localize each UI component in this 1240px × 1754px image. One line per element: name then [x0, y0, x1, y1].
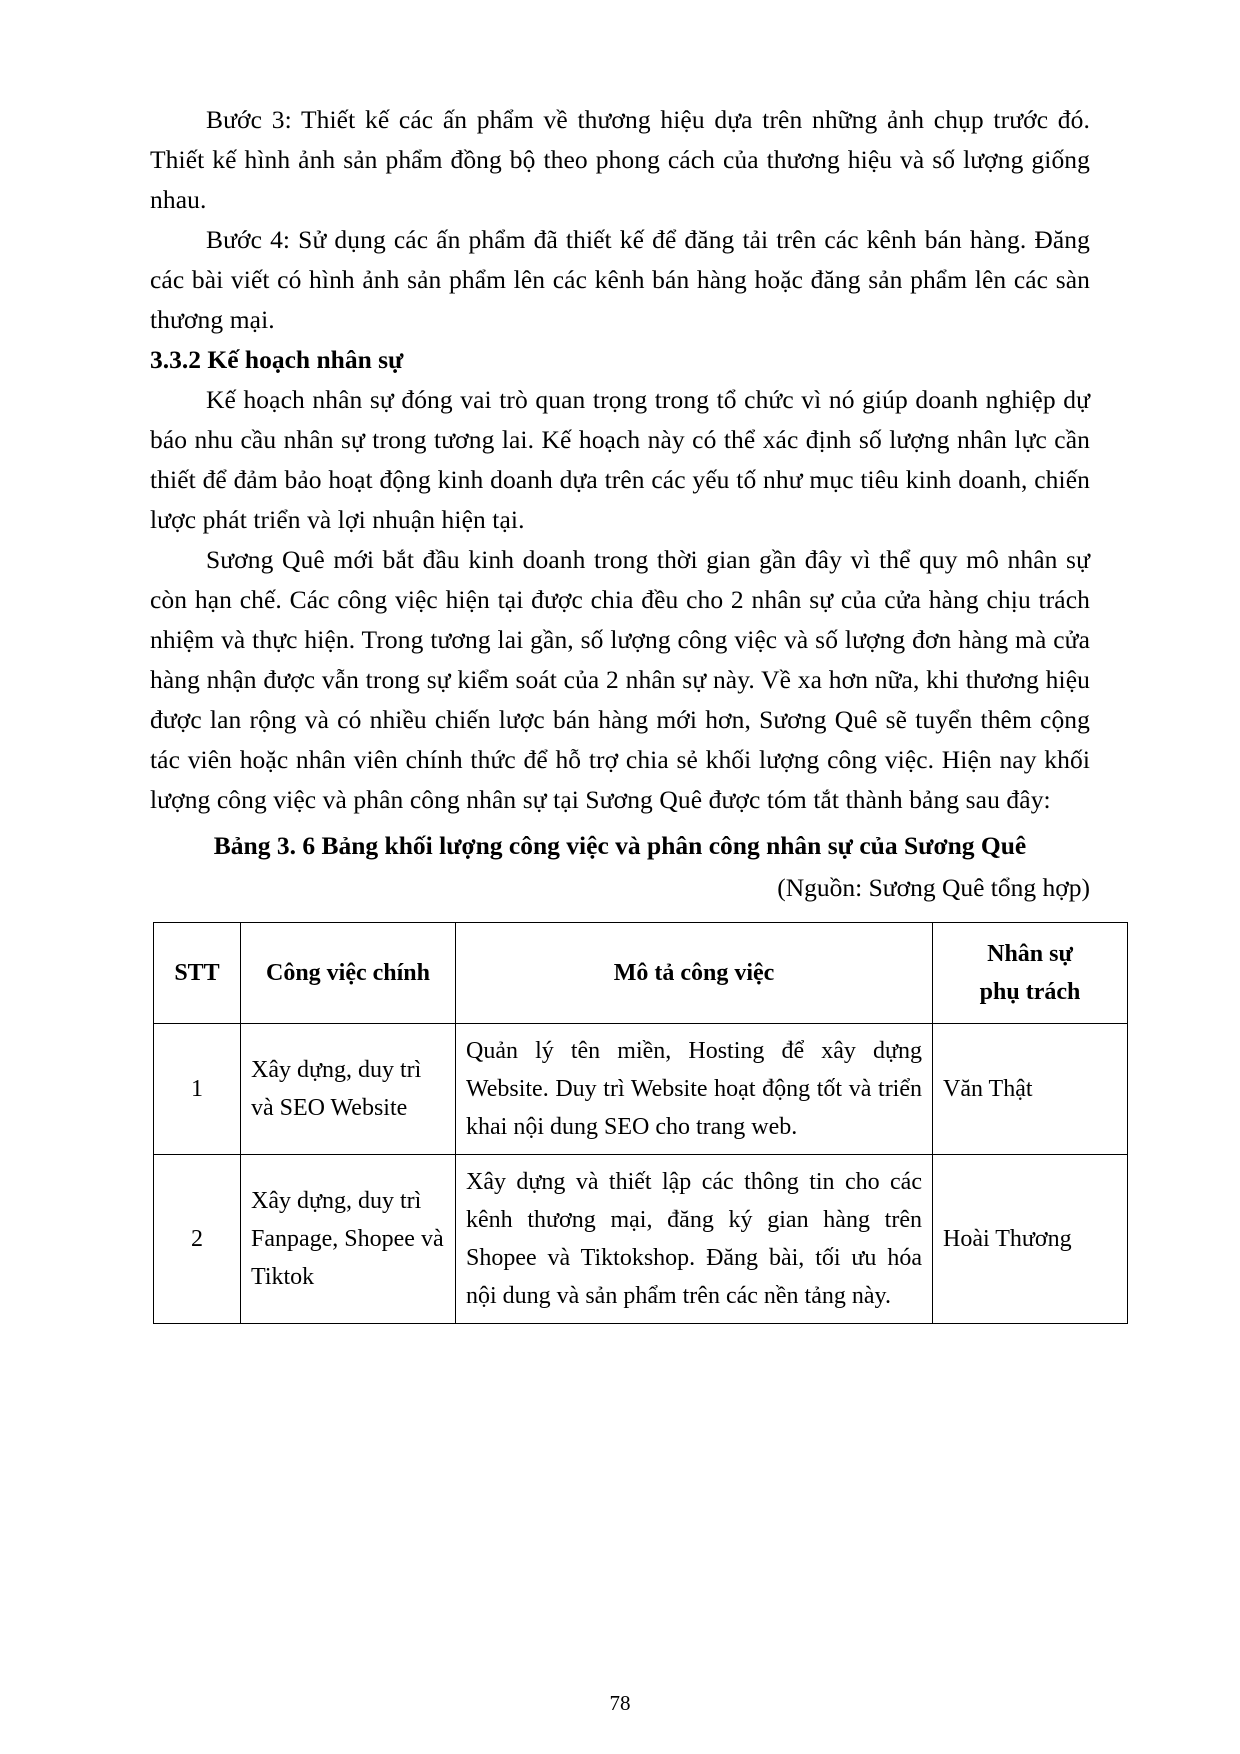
table-cell-main-work: Xây dựng, duy trì Fanpage, Shopee và Tiktok	[241, 1155, 456, 1324]
table-cell-description: Xây dựng và thiết lập các thông tin cho các kênh thương mại, đăng ký gian hàng trên Shopee và Tiktokshop. Đăng bài, tối ưu hóa nội dung và sản phẩm trên các nền tảng này.	[456, 1155, 933, 1324]
table-header-row	[154, 923, 1128, 1024]
table-row	[154, 1024, 1128, 1155]
table-header-person-line2: phụ trách	[979, 979, 1081, 1005]
paragraph-buoc-3: Bước 3: Thiết kế các ấn phẩm về thương hiệu dựa trên những ảnh chụp trước đó. Thiết kế hình ảnh sản phẩm đồng bộ theo phong cách của thương hiệu và số lượng giống nhau.	[150, 105, 1090, 214]
table-header-description: Mô tả công việc	[456, 923, 933, 1024]
paragraph-ke-hoach-nhan-su: Kế hoạch nhân sự đóng vai trò quan trọng trong tổ chức vì nó giúp doanh nghiệp dự báo nhu cầu nhân sự trong tương lai. Kế hoạch này có thể xác định số lượng nhân lực cần thiết để đảm bảo hoạt động kinh doanh dựa trên các yếu tố như mục tiêu kinh doanh, chiến lược phát triển và lợi nhuận hiện tại.	[150, 385, 1090, 534]
table-header-stt: STT	[154, 923, 241, 1024]
table-caption: Bảng 3. 6 Bảng khối lượng công việc và phân công nhân sự của Sương Quê	[213, 831, 1027, 860]
table-cell-person: Văn Thật	[933, 1024, 1128, 1155]
table-header-person-line1: Nhân sự	[987, 941, 1073, 967]
table-header-main-work: Công việc chính	[241, 923, 456, 1024]
table-header-person	[933, 923, 1128, 1024]
table-cell-stt: 1	[154, 1024, 241, 1155]
page-content	[150, 100, 1090, 1324]
table-cell-description: Quản lý tên miền, Hosting để xây dựng Website. Duy trì Website hoạt động tốt và triển khai nội dung SEO cho trang web.	[456, 1024, 933, 1155]
paragraph-suong-que: Sương Quê mới bắt đầu kinh doanh trong thời gian gần đây vì thể quy mô nhân sự còn hạn chế. Các công việc hiện tại được chia đều cho 2 nhân sự của cửa hàng chịu trách nhiệm và thực hiện. Trong tương lai gần, số lượng công việc và số lượng đơn hàng mà cửa hàng nhận được vẫn trong sự kiểm soát của 2 nhân sự này. Về xa hơn nữa, khi thương hiệu được lan rộng và có nhiều chiến lược bán hàng mới hơn, Sương Quê sẽ tuyển thêm cộng tác viên hoặc nhân viên chính thức để hỗ trợ chia sẻ khối lượng công việc. Hiện nay khối lượng công việc và phân công nhân sự tại Sương Quê được tóm tắt thành bảng sau đây:	[150, 545, 1090, 814]
table-cell-person: Hoài Thương	[933, 1155, 1128, 1324]
table-cell-stt: 2	[154, 1155, 241, 1324]
table-source: (Nguồn: Sương Quê tổng hợp)	[777, 873, 1090, 902]
paragraph-buoc-4: Bước 4: Sử dụng các ấn phẩm đã thiết kế để đăng tải trên các kênh bán hàng. Đăng các bài viết có hình ảnh sản phẩm lên các kênh bán hàng hoặc đăng sản phẩm lên các sàn thương mại.	[150, 225, 1090, 334]
work-assignment-table	[153, 922, 1128, 1324]
table-row	[154, 1155, 1128, 1324]
page-number: 78	[609, 1691, 631, 1715]
table-cell-main-work: Xây dựng, duy trì và SEO Website	[241, 1024, 456, 1155]
section-heading-3-3-2: 3.3.2 Kế hoạch nhân sự	[150, 345, 404, 374]
table-head	[154, 923, 1128, 1024]
table-body	[154, 1024, 1128, 1324]
